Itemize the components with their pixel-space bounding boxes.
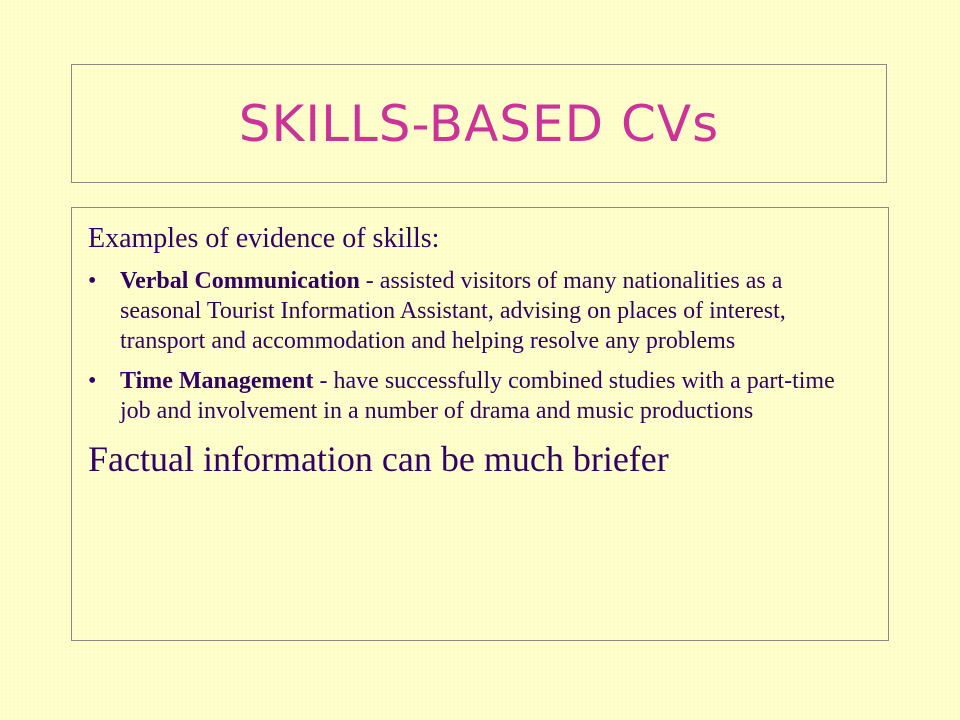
intro-text: Examples of evidence of skills:: [88, 223, 440, 254]
bullet-icon: •: [88, 368, 97, 394]
closing-statement: Factual information can be much briefer: [88, 439, 669, 479]
title-box: [71, 64, 887, 183]
skill-name: Time Management: [120, 368, 314, 394]
skills-list: [88, 266, 864, 426]
skill-name: Verbal Communication: [120, 268, 360, 294]
bullet-icon: •: [88, 268, 97, 294]
slide-title: SKILLS-BASED CVs: [238, 94, 720, 153]
list-item-verbal-communication: [88, 266, 864, 356]
skill-evidence: - assisted visitors of many nationalities as a seasonal Tourist Information Assistant, advising on places of interest, transport and accommodation and helping resolve any problems: [120, 268, 786, 354]
list-item-time-management: [88, 366, 864, 426]
skill-evidence: - have successfully combined studies with a part-time job and involvement in a number of drama and music productions: [120, 368, 835, 424]
content-box: [71, 207, 889, 641]
